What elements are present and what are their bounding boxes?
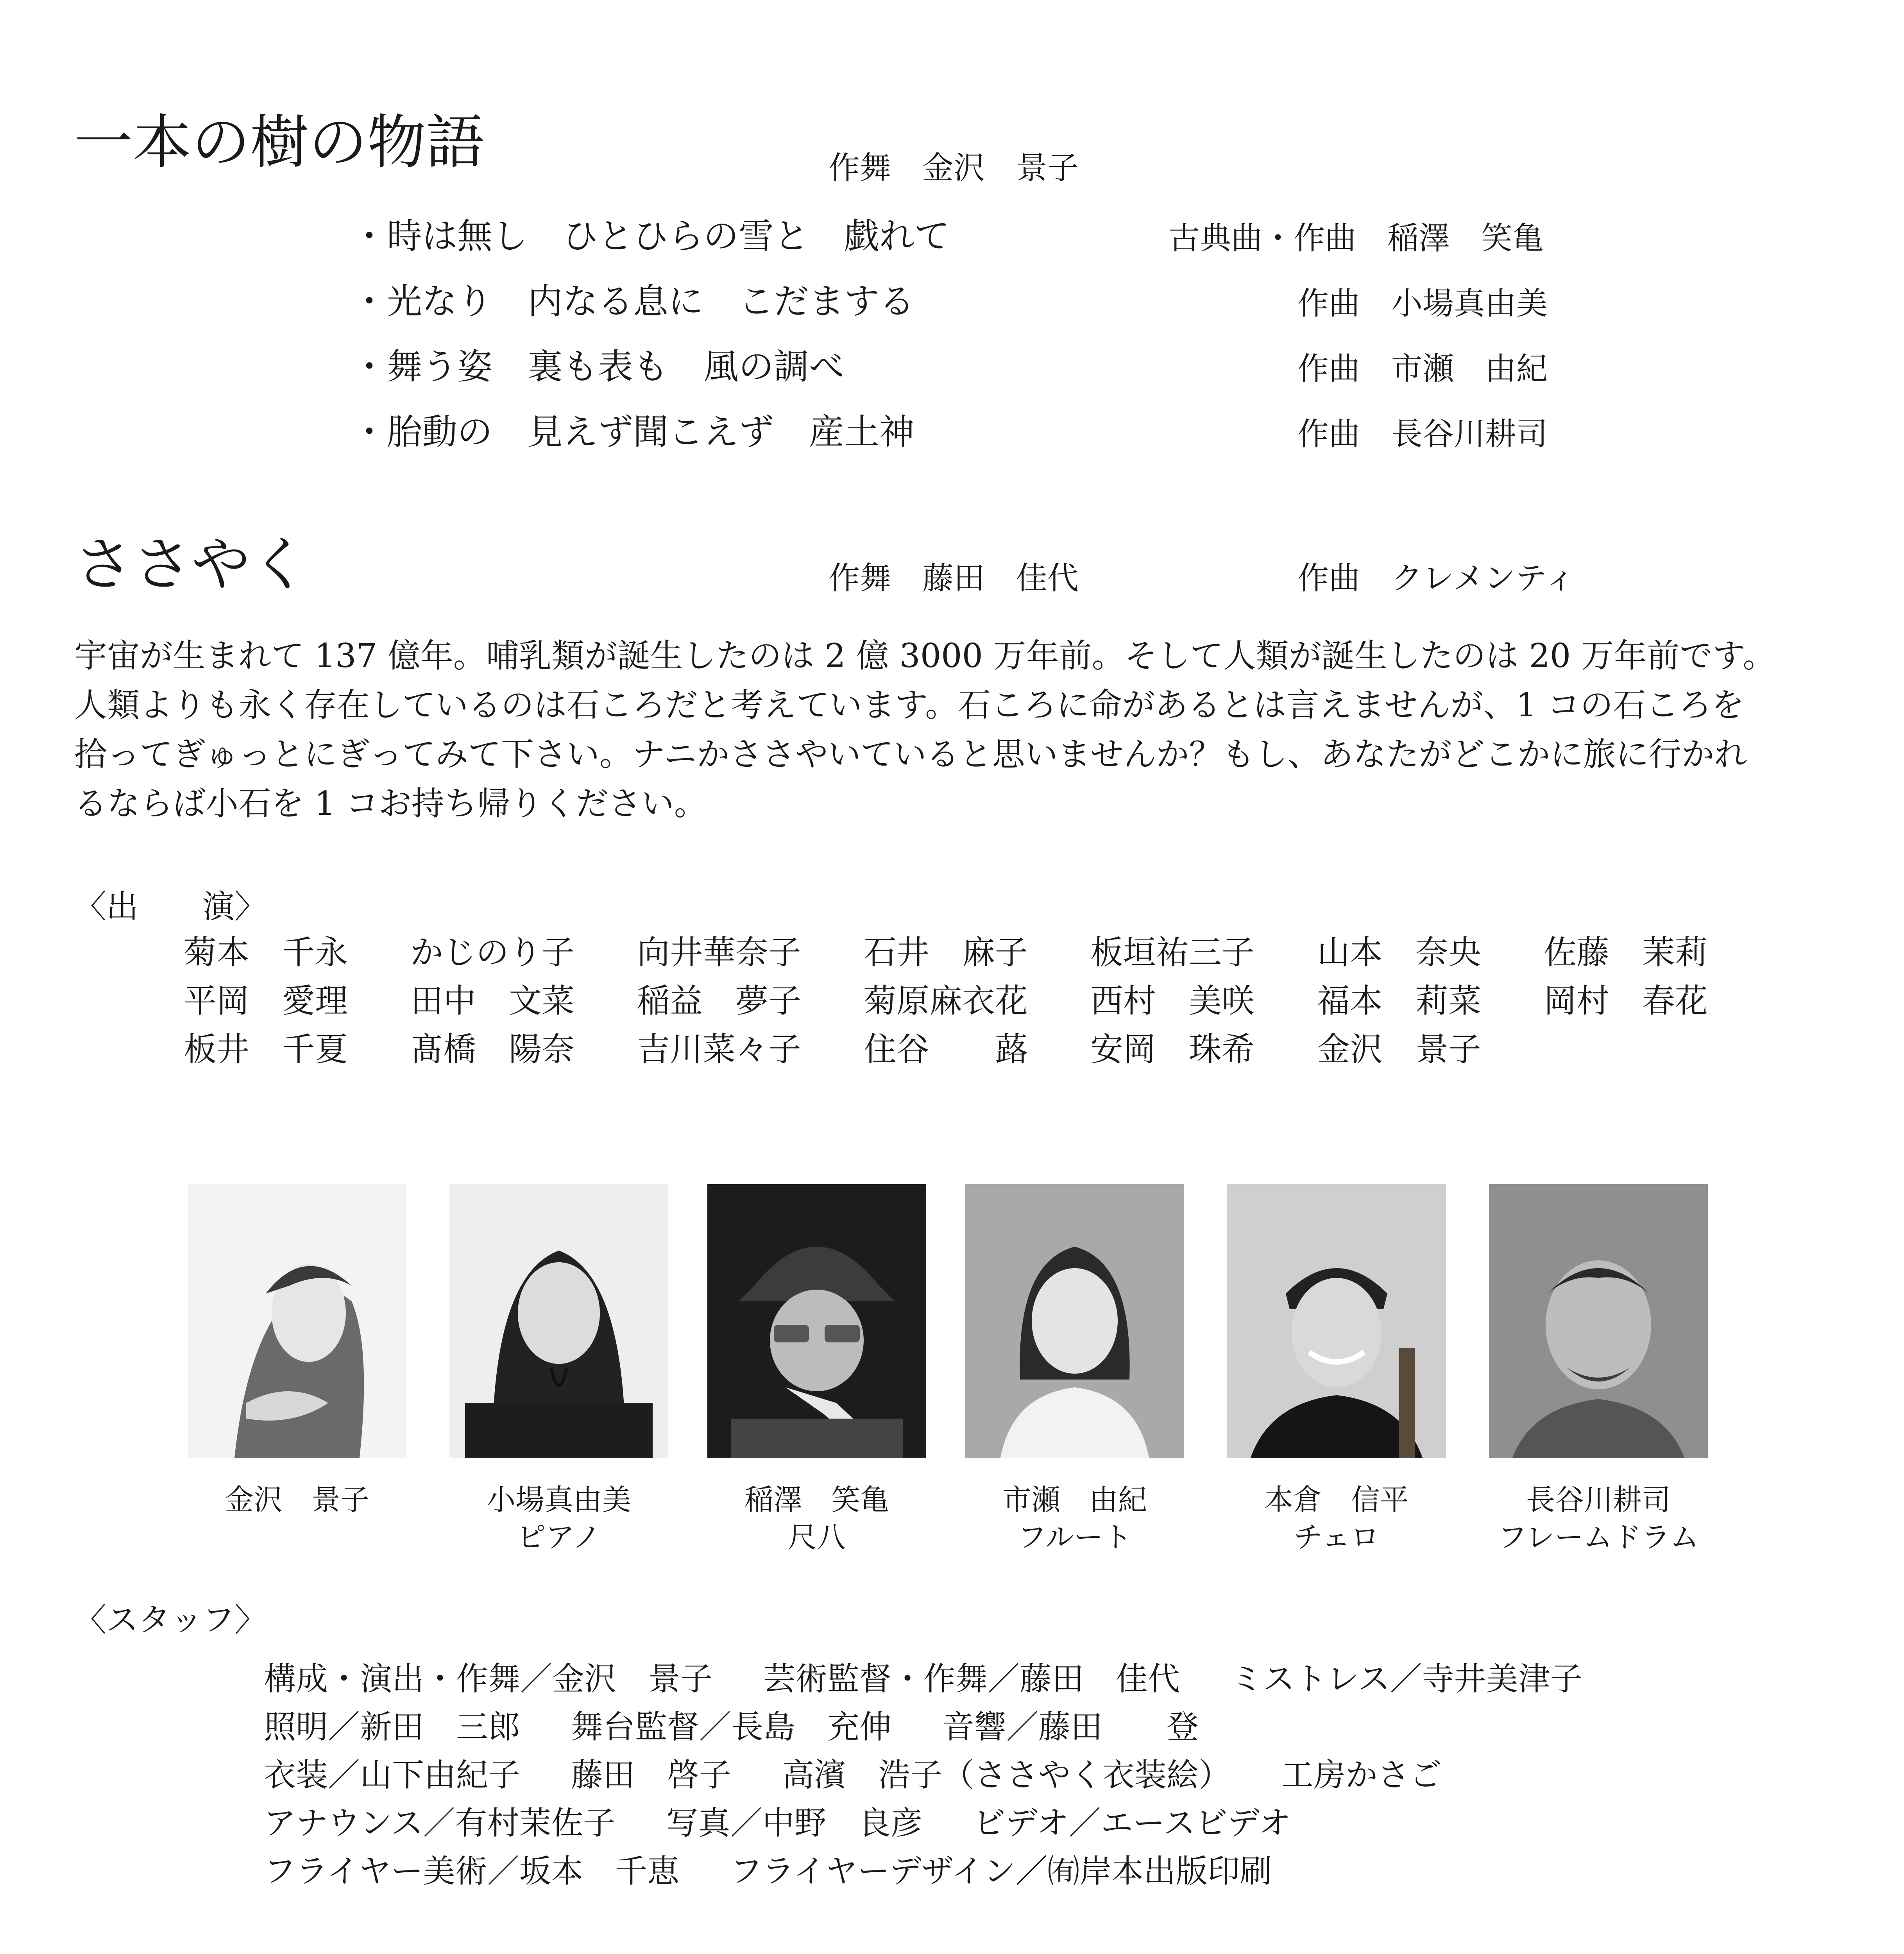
staff-label: 〈スタッフ〉 <box>74 1601 267 1639</box>
performer-photo <box>449 1184 668 1458</box>
movement-2: ・光なり 内なる息に こだまする <box>352 281 914 322</box>
performer-photo <box>1227 1184 1446 1458</box>
cast-member: 板井 千夏 <box>184 1030 348 1068</box>
performer-photo <box>965 1184 1184 1458</box>
staff-credit: 工房かさご <box>1281 1757 1442 1794</box>
staff-row <box>264 1847 1582 1895</box>
piece2-composer: 作曲 クレメンティ <box>1297 560 1576 596</box>
cast-member: 板垣祐三子 <box>1090 933 1255 972</box>
cast-member: 田中 文菜 <box>410 982 575 1020</box>
cast-list <box>184 933 1770 1068</box>
staff-credit: 藤田 啓子 <box>571 1757 732 1794</box>
cast-member: 稲益 夢子 <box>637 982 802 1020</box>
performer-name: 小場真由美 <box>487 1483 631 1517</box>
staff-credit: 照明／新田 三郎 <box>264 1709 521 1746</box>
cast-member: 岡村 春花 <box>1544 982 1708 1020</box>
cast-label: 〈出 演〉 <box>74 888 267 925</box>
performer-name: 稲澤 笑亀 <box>744 1483 889 1517</box>
cast-member: 佐藤 茉莉 <box>1544 933 1708 972</box>
staff-credit: 衣装／山下由紀子 <box>264 1757 521 1794</box>
staff-row <box>264 1751 1582 1799</box>
performer-photo <box>188 1184 406 1458</box>
piece1-choreographer: 作舞 金沢 景子 <box>829 150 1079 186</box>
staff-credit: 舞台監督／長島 充伸 <box>571 1709 892 1746</box>
cast-member: 住谷 蕗 <box>864 1030 1028 1068</box>
performer-role: フレームドラム <box>1498 1521 1699 1554</box>
staff-credit: ミストレス／寺井美津子 <box>1231 1661 1582 1698</box>
piece1-title: 一本の樹の物語 <box>74 109 485 177</box>
cast-member: 平岡 愛理 <box>184 982 348 1020</box>
staff-credit: 写真／中野 良彦 <box>666 1805 923 1842</box>
performer-name: 本倉 信平 <box>1264 1483 1409 1517</box>
staff-credit: フライヤー美術／坂本 千恵 <box>264 1853 680 1890</box>
movement-1-composer: 古典曲・作曲 稲澤 笑亀 <box>1169 220 1544 256</box>
staff-row <box>264 1703 1582 1751</box>
cast-member: 菊本 千永 <box>184 933 348 972</box>
cast-member: 福本 莉菜 <box>1317 982 1482 1020</box>
movement-2-composer: 作曲 小場真由美 <box>1297 285 1548 322</box>
cast-member: 安岡 珠希 <box>1090 1030 1255 1068</box>
cast-member: 西村 美咲 <box>1090 982 1255 1020</box>
staff-row <box>264 1655 1582 1703</box>
cast-member: 金沢 景子 <box>1317 1030 1482 1068</box>
performer-photos <box>188 1184 1716 1554</box>
staff-credit: 芸術監督・作舞／藤田 佳代 <box>763 1661 1180 1698</box>
cast-member: 石井 麻子 <box>864 933 1028 972</box>
staff-credit: 音響／藤田 登 <box>942 1709 1199 1746</box>
movement-3-composer: 作曲 市瀬 由紀 <box>1297 351 1548 387</box>
cast-member: 菊原麻衣花 <box>864 982 1028 1020</box>
movement-3: ・舞う姿 裏も表も 風の調べ <box>352 346 844 387</box>
piece2-choreographer: 作舞 藤田 佳代 <box>829 560 1079 596</box>
movement-4-composer: 作曲 長谷川耕司 <box>1297 416 1548 452</box>
staff-list <box>264 1655 1582 1895</box>
cast-member: 向井華奈子 <box>637 933 802 972</box>
performer-role: フルート <box>1017 1521 1132 1554</box>
performer-role: 尺八 <box>788 1521 846 1554</box>
cast-member: かじのり子 <box>410 933 575 972</box>
staff-credit: フライヤーデザイン／㈲岸本出版印刷 <box>730 1853 1272 1890</box>
cast-member: 山本 奈央 <box>1317 933 1482 972</box>
staff-credit: 構成・演出・作舞／金沢 景子 <box>264 1661 713 1698</box>
piece2-description: 宇宙が生まれて 137 億年。哺乳類が誕生したのは 2 億 3000 万年前。そして人類が誕生したのは 20 万年前です。 人類よりも永く存在しているのは石ころだと考えています。石ころに命があるとは言えませんが、1 コの石ころを 拾ってぎゅっとにぎってみて下さい。ナニかささやいていると思いませんか？もし、あなたがどこかに旅に行かれ るならば小石を 1 コお持ち帰りください。 <box>74 637 1776 823</box>
cast-member: 吉川菜々子 <box>637 1030 802 1068</box>
movement-4: ・胎動の 見えず聞こえず 産土神 <box>352 412 914 453</box>
performer-name: 長谷川耕司 <box>1526 1483 1671 1517</box>
staff-credit: アナウンス／有村茉佐子 <box>264 1805 616 1842</box>
staff-row <box>264 1799 1582 1847</box>
performer-role: チェロ <box>1294 1521 1380 1554</box>
staff-credit: 高濱 浩子（ささやく衣装絵） <box>782 1757 1231 1794</box>
cast-member: 髙橋 陽奈 <box>410 1030 575 1068</box>
performer-name: 金沢 景子 <box>225 1483 369 1517</box>
performer-role: ピアノ <box>516 1521 601 1554</box>
performer-name: 市瀬 由紀 <box>1002 1483 1147 1517</box>
staff-credit: ビデオ／エースビデオ <box>973 1805 1291 1842</box>
piece2-title: ささやく <box>74 531 309 599</box>
performer-photo <box>707 1184 926 1458</box>
movement-1: ・時は無し ひとひらの雪と 戯れて <box>352 216 950 257</box>
performer-photo <box>1489 1184 1708 1458</box>
